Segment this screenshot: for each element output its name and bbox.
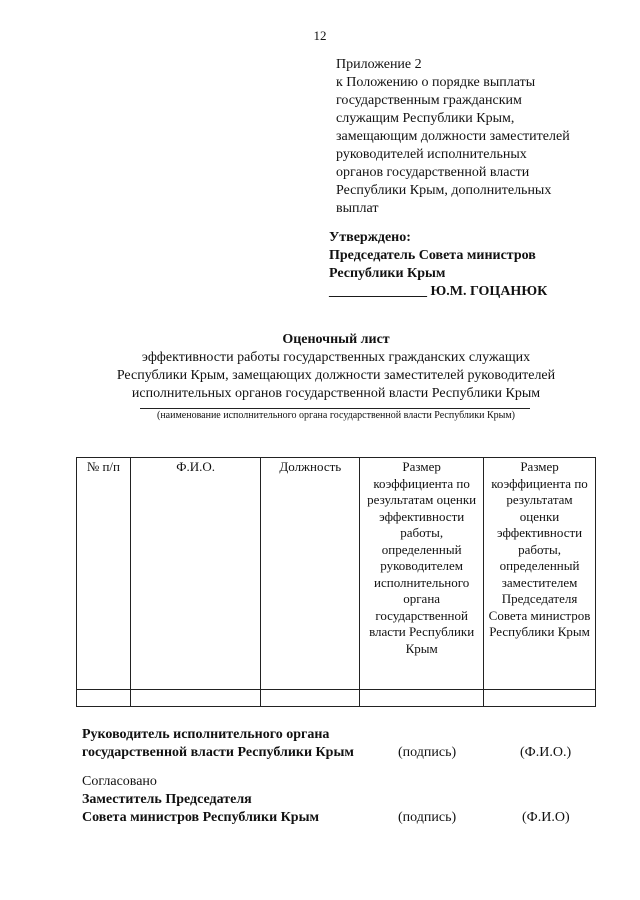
table-cell[interactable] bbox=[261, 690, 360, 707]
approval-position-line1: Председатель Совета министров bbox=[329, 248, 536, 263]
head-signature-sign: (подпись) bbox=[398, 745, 457, 760]
heading-line3: исполнительных органов государственной власти Республики Крым bbox=[131, 386, 541, 401]
heading-line2: Республики Крым, замещающих должности заместителей руководителей bbox=[116, 368, 556, 383]
header-position: Должность bbox=[261, 458, 360, 690]
appendix-line: органов государственной власти bbox=[336, 165, 530, 180]
appendix-line: выплат bbox=[336, 201, 379, 216]
head-signature-line1: Руководитель исполнительного органа bbox=[82, 727, 330, 742]
deputy-signature-block bbox=[82, 791, 622, 827]
table-cell[interactable] bbox=[130, 690, 261, 707]
evaluation-table bbox=[76, 457, 596, 707]
head-signature-line2: государственной власти Республики Крым bbox=[82, 745, 354, 760]
appendix-line: Приложение 2 bbox=[336, 57, 422, 72]
table-cell[interactable] bbox=[484, 690, 596, 707]
document-title: Оценочный лист bbox=[282, 332, 390, 347]
appendix-line: руководителей исполнительных bbox=[336, 147, 527, 162]
heading-line1: эффективности работы государственных гражданских служащих bbox=[141, 350, 531, 365]
table-cell[interactable] bbox=[360, 690, 484, 707]
org-name-caption: (наименование исполнительного органа государственной власти Республики Крым) bbox=[156, 410, 516, 421]
appendix-line: служащим Республики Крым, bbox=[336, 111, 515, 126]
approval-position-line2: Республики Крым bbox=[329, 266, 446, 281]
approval-block bbox=[329, 229, 629, 301]
table-cell[interactable] bbox=[77, 690, 131, 707]
appendix-line: государственным гражданским bbox=[336, 93, 522, 108]
approval-label: Утверждено: bbox=[329, 230, 411, 245]
deputy-signature-sign: (подпись) bbox=[398, 810, 457, 825]
header-number: № п/п bbox=[77, 458, 131, 690]
deputy-signature-line1: Заместитель Председателя bbox=[82, 792, 252, 807]
header-fio: Ф.И.О. bbox=[130, 458, 261, 690]
header-coef-deputy: Размер коэффициента по результатам оценки эффективности работы, определенный заместителем Председателя Совета министров Республики Крым bbox=[484, 458, 596, 690]
deputy-signature-line2: Совета министров Республики Крым bbox=[82, 810, 320, 825]
appendix-line: к Положению о порядке выплаты bbox=[336, 75, 536, 90]
agreed-label: Согласовано bbox=[82, 774, 157, 789]
table-header-row bbox=[77, 458, 596, 690]
deputy-signature-fio: (Ф.И.О) bbox=[522, 810, 570, 825]
approval-signature-line: ______________ Ю.М. ГОЦАНЮК bbox=[329, 284, 548, 299]
org-name-field-line bbox=[140, 408, 530, 409]
header-coef-head: Размер коэффициента по результатам оценки эффективности работы, определенный руководителем исполнительного органа государственной власти Республики Крым bbox=[360, 458, 484, 690]
appendix-block bbox=[336, 56, 616, 218]
head-signature-block bbox=[82, 726, 622, 762]
head-signature-fio: (Ф.И.О.) bbox=[520, 745, 572, 760]
table-row bbox=[77, 690, 596, 707]
appendix-line: Республики Крым, дополнительных bbox=[336, 183, 552, 198]
appendix-line: замещающим должности заместителей bbox=[336, 129, 570, 144]
document-heading bbox=[60, 331, 612, 403]
page-number: 12 bbox=[313, 28, 327, 43]
